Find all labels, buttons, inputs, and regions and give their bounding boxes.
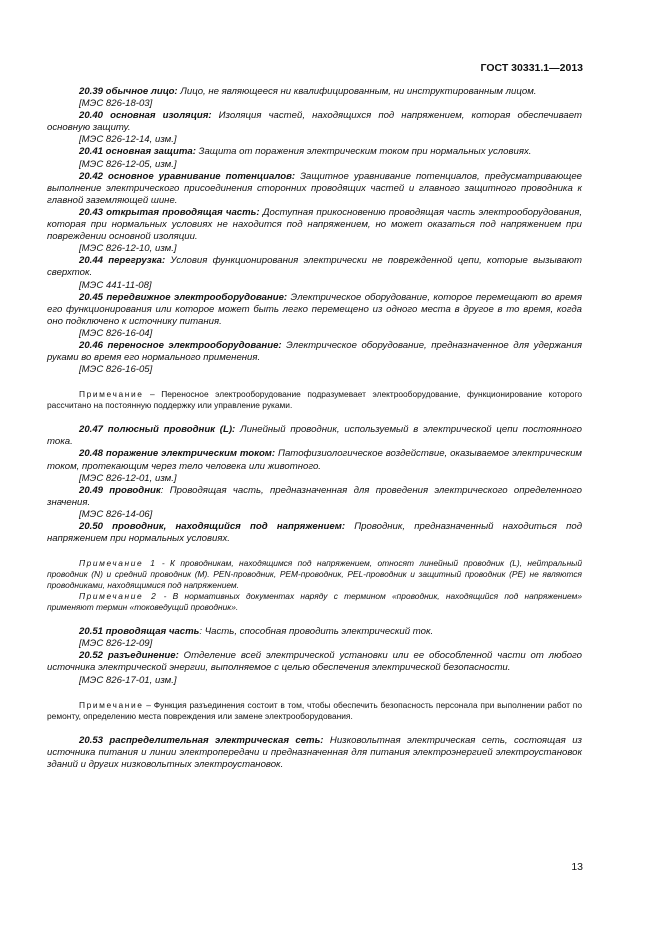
term-definition: Изоляция частей, находящихся под напряжением, которая обеспечивает основную защиту. [47,110,582,134]
term-definition: : Часть, способная проводить электрический ток. [199,626,434,638]
term-reference: [МЭС 441-11-08] [79,279,152,291]
term-name: 20.43 открытая проводящая часть: [79,206,260,218]
term-entry [47,424,582,448]
term-reference: [МЭС 826-14-06] [79,508,153,520]
term-reference: [МЭС 826-12-05, изм.] [79,158,177,170]
term-definition: Защита от поражения электрическим током при нормальных условиях. [195,146,532,158]
term-entry [47,110,582,134]
spacer [47,411,582,424]
term-definition: Отделение всей электрической установки или ее обособленной части от любого источника электрической энергии, выполняемое с целью обеспечения электрической безопасности. [47,650,582,674]
term-reference: [МЭС 826-16-04] [79,327,153,339]
note-text: - К проводникам, находящимся под напряжением, относят линейный проводник (L), нейтральный проводник (N) и средний проводник (M). PEN-проводник, PEM-проводник, PEL-проводник и защитный проводник (PE) не являются проводниками, находящимися под напряжением. [47,558,582,591]
term-name: 20.53 распределительная электрическая сеть: [79,734,324,746]
term-entry [47,340,582,364]
term-name: 20.52 разъединение: [79,650,179,662]
note-label: Примечание 1 [79,558,157,569]
page-number: 13 [571,861,583,873]
note-label: Примечание 2 [79,591,158,602]
note-text: – Функция разъединения состоит в том, чтобы обеспечить безопасность персонала при выполнении работ по ремонту, определению места повреждения или замене электрооборудования. [47,699,582,721]
term-reference: [МЭС 826-12-10, изм.] [79,243,177,255]
spacer [47,687,582,700]
term-definition: Лицо, не являющееся ни квалифицированным, ни инструктированным лицом. [177,86,537,97]
term-reference: [МЭС 826-12-01, изм.] [79,472,177,484]
term-definition: Патофизиологическое воздействие, оказываемое электрическим током, протекающим через тело человека или животного. [47,448,583,472]
note-text: - В нормативных документах наряду с термином «проводник, находящийся под напряжением» применяют термин «токоведущий проводник». [47,591,582,613]
term-reference: [МЭС 826-12-09] [79,638,153,650]
term-definition: Электрическое оборудование, которое перемещают во время его функционирования или которое может быть легко перемещено из одного места в другое в то время, когда оно подключено к источнику питания. [47,291,582,327]
term-entry [47,650,582,674]
spacer [47,545,582,558]
term-entry [47,146,582,158]
note [47,700,582,722]
note-label: Примечание [79,699,144,710]
term-name: 20.49 проводник [79,484,161,496]
term-name: 20.40 основная изоляция: [79,110,212,122]
note [47,389,582,411]
term-definition: Защитное уравнивание потенциалов, предусматривающее выполнение электрического присоединения сторонних проводящих частей и главного защитного проводника к главной заземляющей шине. [47,170,582,206]
term-entry [47,255,582,279]
term-name: 20.42 основное уравнивание потенциалов: [79,170,296,182]
spacer [47,376,582,389]
term-entry [47,448,582,472]
term-name: 20.50 проводник, находящийся под напряжением: [79,521,346,532]
term-reference: [МЭС 826-18-03] [79,98,153,110]
term-definition: Линейный проводник, используемый в электрической цепи постоянного тока. [47,424,583,448]
term-entry [47,207,582,243]
term-name: 20.46 переносное электрооборудование: [79,339,282,351]
term-definition: Низковольтная электрическая сеть, состоящая из источника питания и линии электропередачи и предназначенная для питания электроэнергией электроустановок зданий и других низковольтных электроустановок. [47,734,582,770]
term-definition: : Проводящая часть, предназначенная для проведения электрического определенного значения. [47,484,583,508]
note-label: Примечание [79,389,144,400]
term-name: 20.48 поражение электрическим током: [79,448,276,460]
term-name: 20.47 полюсный проводник (L): [79,424,236,436]
spacer [47,613,582,626]
note [47,558,582,591]
term-entry [47,521,582,545]
page-content [47,86,582,771]
term-entry [47,485,582,509]
term-name: 20.41 основная защита: [79,146,196,158]
note [47,591,582,613]
term-name: 20.45 передвижное электрооборудование: [79,291,288,303]
term-entry [47,626,582,638]
term-name: 20.39 обычное лицо: [79,86,178,97]
document-header: ГОСТ 30331.1—2013 [480,62,583,74]
term-reference: [МЭС 826-16-05] [79,364,153,376]
spacer [47,722,582,735]
term-name: 20.44 перегрузка: [79,255,166,267]
term-entry [47,171,582,207]
note-text: – Переносное электрооборудование подразумевает электрооборудование, функционирование которого рассчитано на постоянную поддержку или управление руками. [47,389,582,411]
term-reference: [МЭС 826-12-14, изм.] [79,134,177,146]
term-definition: Электрическое оборудование, предназначенное для удержания руками во время его нормального применения. [47,339,582,364]
term-entry [47,735,582,771]
term-entry [47,86,582,98]
term-definition: Условия функционирования электрически не поврежденной цепи, которые вызывают сверхток. [47,255,583,279]
term-name: 20.51 проводящая часть [79,626,200,638]
term-entry [47,292,582,328]
term-definition: Доступная прикосновению проводящая часть электрооборудования, которая при нормальных условиях не находится под напряжением, но может оказаться под напряжением при повреждении основной изоляции. [47,206,582,243]
term-definition: Проводник, предназначенный находиться под напряжением при нормальных условиях. [47,521,582,545]
term-reference: [МЭС 826-17-01, изм.] [79,674,177,686]
